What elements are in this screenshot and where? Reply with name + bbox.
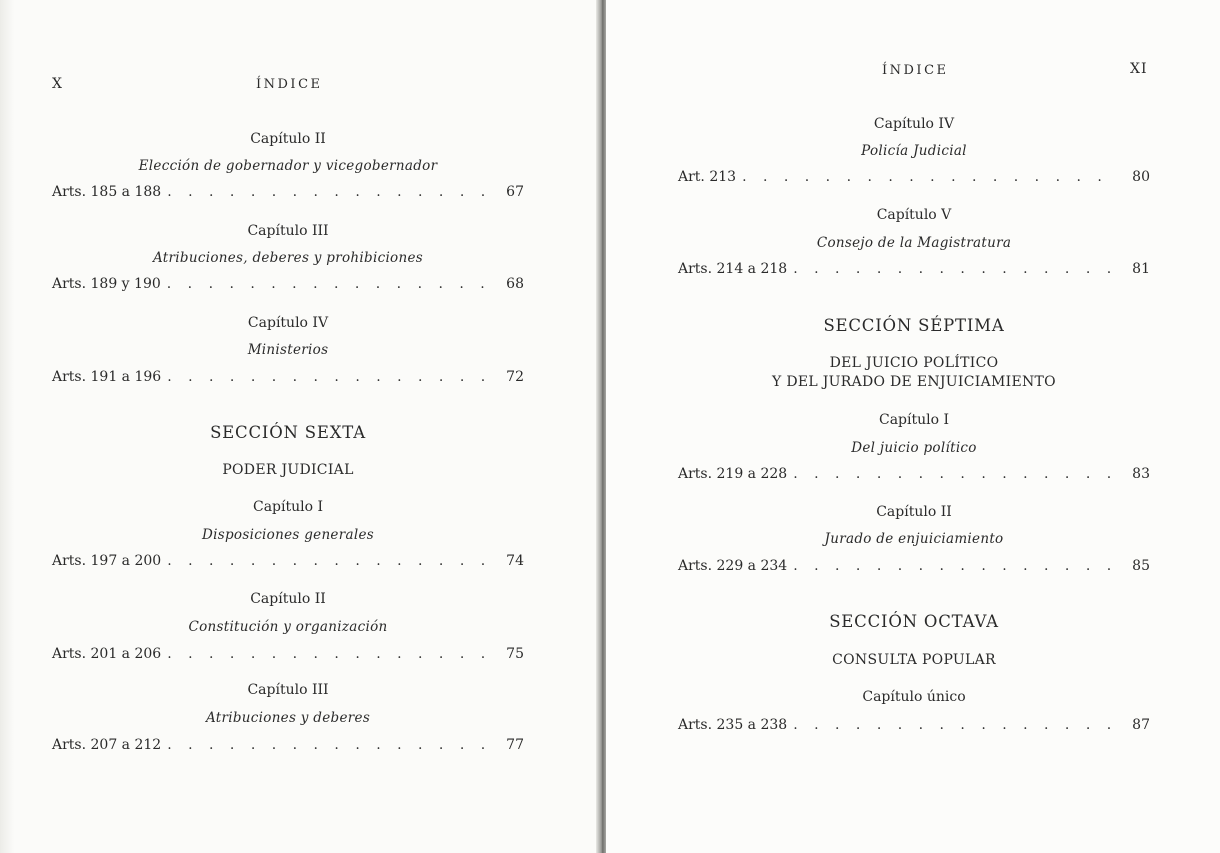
- chapter-subtitle: Atribuciones, deberes y prohibiciones: [153, 250, 423, 266]
- chapter-subtitle: Ministerios: [247, 342, 329, 358]
- section-heading: SECCIÓN SÉPTIMA: [823, 316, 1005, 335]
- chapter-heading: Capítulo IV: [247, 315, 329, 331]
- chapter-subtitle: Elección de gobernador y vicegobernador: [138, 158, 438, 174]
- section-heading: SECCIÓN OCTAVA: [829, 612, 999, 631]
- section-subheading: PODER JUDICIAL: [222, 462, 354, 478]
- chapter-subtitle: Disposiciones generales: [202, 527, 374, 543]
- dot-leader: [167, 276, 490, 292]
- articles-range: Arts. 229 a 234: [678, 558, 788, 574]
- articles-range: Arts. 185 a 188: [52, 184, 162, 200]
- articles-range: Arts. 191 a 196: [52, 369, 162, 385]
- section-subheading: CONSULTA POPULAR: [832, 652, 996, 668]
- articles-range: Arts. 197 a 200: [52, 553, 162, 569]
- page-number: 72: [506, 369, 524, 385]
- left-folio: X: [52, 76, 63, 92]
- articles-range: Arts. 214 a 218: [678, 261, 788, 277]
- chapter-subtitle: Policía Judicial: [861, 143, 967, 159]
- chapter-heading: Capítulo I: [252, 499, 324, 515]
- section-subheading: Y DEL JURADO DE ENJUICIAMIENTO: [772, 374, 1056, 390]
- chapter-heading: Capítulo V: [876, 207, 952, 223]
- chapter-heading: Capítulo III: [247, 682, 329, 698]
- toc-entry[interactable]: [678, 558, 1150, 578]
- page-number: 87: [1132, 717, 1150, 733]
- chapter-heading: Capítulo IV: [873, 116, 955, 132]
- toc-entry[interactable]: [52, 276, 524, 296]
- articles-range: Arts. 201 a 206: [52, 646, 162, 662]
- dot-leader: [167, 184, 490, 200]
- right-page: [606, 0, 1220, 853]
- page-number: 85: [1132, 558, 1150, 574]
- dot-leader: [793, 466, 1116, 482]
- chapter-subtitle: Jurado de enjuiciamiento: [824, 531, 1004, 547]
- articles-range: Arts. 219 a 228: [678, 466, 788, 482]
- articles-range: Art. 213: [678, 169, 737, 185]
- right-running-head: ÍNDICE: [882, 63, 949, 78]
- right-folio: XI: [1130, 61, 1148, 77]
- page-number: 80: [1132, 169, 1150, 185]
- section-subheading: DEL JUICIO POLÍTICO: [829, 355, 999, 371]
- left-page: [0, 0, 598, 853]
- dot-leader: [793, 261, 1116, 277]
- dot-leader: [742, 169, 1116, 185]
- toc-entry[interactable]: [52, 184, 524, 204]
- chapter-subtitle: Constitución y organización: [188, 619, 388, 635]
- toc-entry[interactable]: [678, 169, 1150, 189]
- page-number: 77: [506, 737, 524, 753]
- toc-entry[interactable]: [678, 261, 1150, 281]
- chapter-heading: Capítulo único: [862, 689, 966, 705]
- dot-leader: [793, 558, 1116, 574]
- left-running-head: ÍNDICE: [256, 77, 323, 92]
- toc-entry[interactable]: [52, 646, 524, 666]
- page-number: 68: [506, 276, 524, 292]
- chapter-subtitle: Consejo de la Magistratura: [816, 235, 1012, 251]
- dot-leader: [167, 369, 490, 385]
- section-heading: SECCIÓN SEXTA: [210, 423, 366, 442]
- chapter-subtitle: Del juicio político: [851, 440, 977, 456]
- dot-leader: [793, 717, 1116, 733]
- articles-range: Arts. 207 a 212: [52, 737, 162, 753]
- page-number: 75: [506, 646, 524, 662]
- chapter-heading: Capítulo III: [247, 223, 329, 239]
- chapter-heading: Capítulo II: [250, 591, 326, 607]
- toc-entry[interactable]: [678, 717, 1150, 737]
- chapter-subtitle: Atribuciones y deberes: [205, 710, 371, 726]
- chapter-heading: Capítulo II: [876, 504, 952, 520]
- chapter-heading: Capítulo I: [878, 412, 950, 428]
- toc-entry[interactable]: [52, 553, 524, 573]
- page-number: 81: [1132, 261, 1150, 277]
- page-edge-shadow: [0, 0, 14, 853]
- dot-leader: [167, 646, 490, 662]
- page-number: 83: [1132, 466, 1150, 482]
- articles-range: Arts. 235 a 238: [678, 717, 788, 733]
- articles-range: Arts. 189 y 190: [52, 276, 161, 292]
- dot-leader: [167, 737, 490, 753]
- page-number: 67: [506, 184, 524, 200]
- page-number: 74: [506, 553, 524, 569]
- chapter-heading: Capítulo II: [250, 131, 326, 147]
- dot-leader: [167, 553, 490, 569]
- toc-entry[interactable]: [52, 737, 524, 757]
- toc-entry[interactable]: [678, 466, 1150, 486]
- toc-entry[interactable]: [52, 369, 524, 389]
